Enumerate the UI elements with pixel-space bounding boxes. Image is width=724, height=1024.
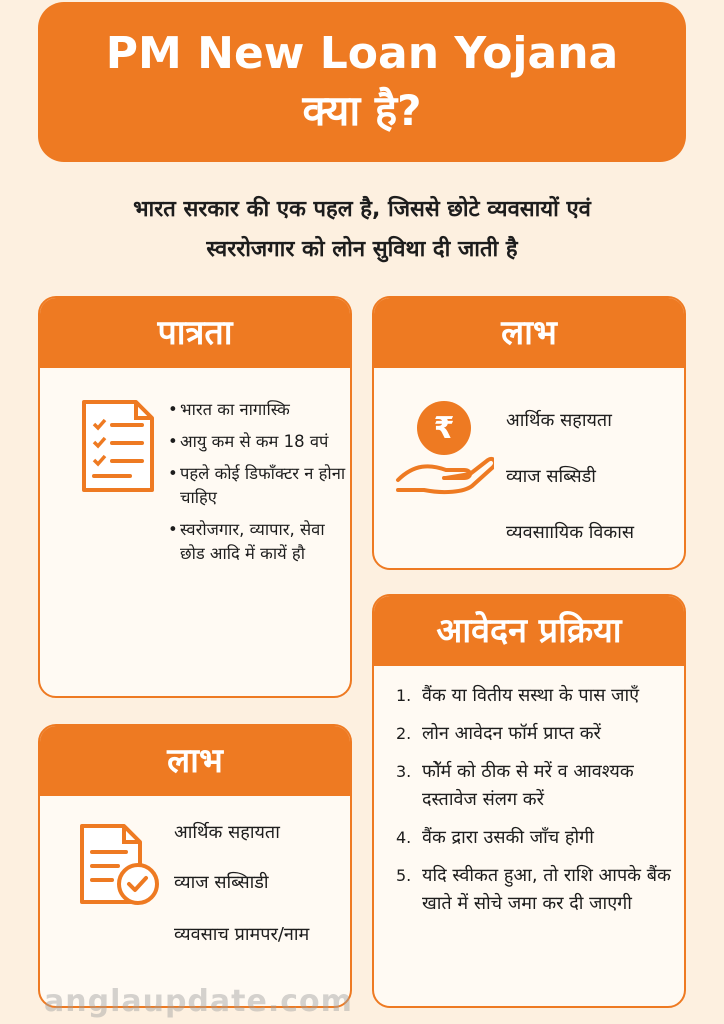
step-number: 3.	[396, 762, 412, 781]
eligibility-card	[38, 296, 352, 698]
rupee-hand-icon	[394, 398, 494, 502]
process-step	[396, 758, 678, 814]
title-banner	[38, 2, 686, 162]
list-item: • स्वरोजगार, व्यापार, सेवा छोड आदि में कायें हौ	[168, 518, 348, 566]
step-text: यदि स्वीकत हुआ, तो राशि आपके बैंक खाते में सोचे जमा कर दी जाएगी	[422, 865, 671, 914]
svg-text:₹: ₹	[433, 411, 455, 446]
list-item: व्यवसाायिक विकास	[506, 522, 635, 543]
benefits-card-bottom	[38, 724, 352, 1008]
page-title-question: क्या है?	[302, 86, 422, 135]
page-title: PM New Loan Yojana	[105, 28, 619, 79]
list-item: • आयु कम से कम 18 वपं	[168, 430, 348, 454]
step-number: 1.	[396, 686, 412, 705]
checklist-document-icon	[80, 398, 156, 498]
intro-line-1: भारत सरकार की एक पहल है, जिससे छोटे व्यवसायों एवं	[133, 197, 591, 222]
list-item: • भारत का नागास्कि	[168, 398, 348, 422]
list-item: व्यवसाच प्रामपर/नाम	[174, 924, 310, 945]
step-text: वैंक या वितीय सस्था के पास जाएँ	[422, 685, 640, 706]
intro-text	[40, 190, 684, 270]
document-check-icon	[78, 822, 162, 912]
eligibility-list	[168, 398, 348, 574]
step-number: 2.	[396, 724, 412, 743]
list-item: व्याज सब्सिाडी	[174, 872, 269, 893]
list-item: व्याज सब्सिडी	[506, 466, 596, 487]
list-item: आर्थिक सहायता	[174, 822, 280, 843]
step-text: फोॅर्म को ठीक से मरें व आवश्यक दस्तावेज संलग करें	[422, 761, 634, 810]
step-text: वैंक द्रारा उसकी जाँच होगी	[422, 827, 594, 848]
process-step	[396, 720, 678, 748]
step-text: लोन आवेदन फॉर्म प्राप्त करें	[422, 723, 601, 744]
process-header: आवेदन प्रक्रिया	[374, 596, 684, 666]
list-item: आर्थिक सहायता	[506, 410, 612, 431]
benefits-card-top	[372, 296, 686, 570]
intro-line-2: स्वररोजगार को लोन सुविथा दी जाती है	[206, 237, 518, 262]
process-step	[396, 682, 678, 710]
list-item: • पहले कोई डिफाँक्टर न होना चाहिए	[168, 462, 348, 510]
benefits-list-top	[506, 408, 686, 544]
step-number: 4.	[396, 828, 412, 847]
benefits-header-bottom: लाभ	[40, 726, 350, 796]
step-number: 5.	[396, 866, 412, 885]
site-watermark: anglaupdate.com	[44, 984, 353, 1019]
process-card	[372, 594, 686, 1008]
process-steps	[396, 682, 678, 928]
process-step	[396, 824, 678, 852]
eligibility-header: पात्रता	[40, 298, 350, 368]
benefits-list-bottom	[174, 820, 344, 950]
process-step	[396, 862, 678, 918]
benefits-header-top: लाभ	[374, 298, 684, 368]
